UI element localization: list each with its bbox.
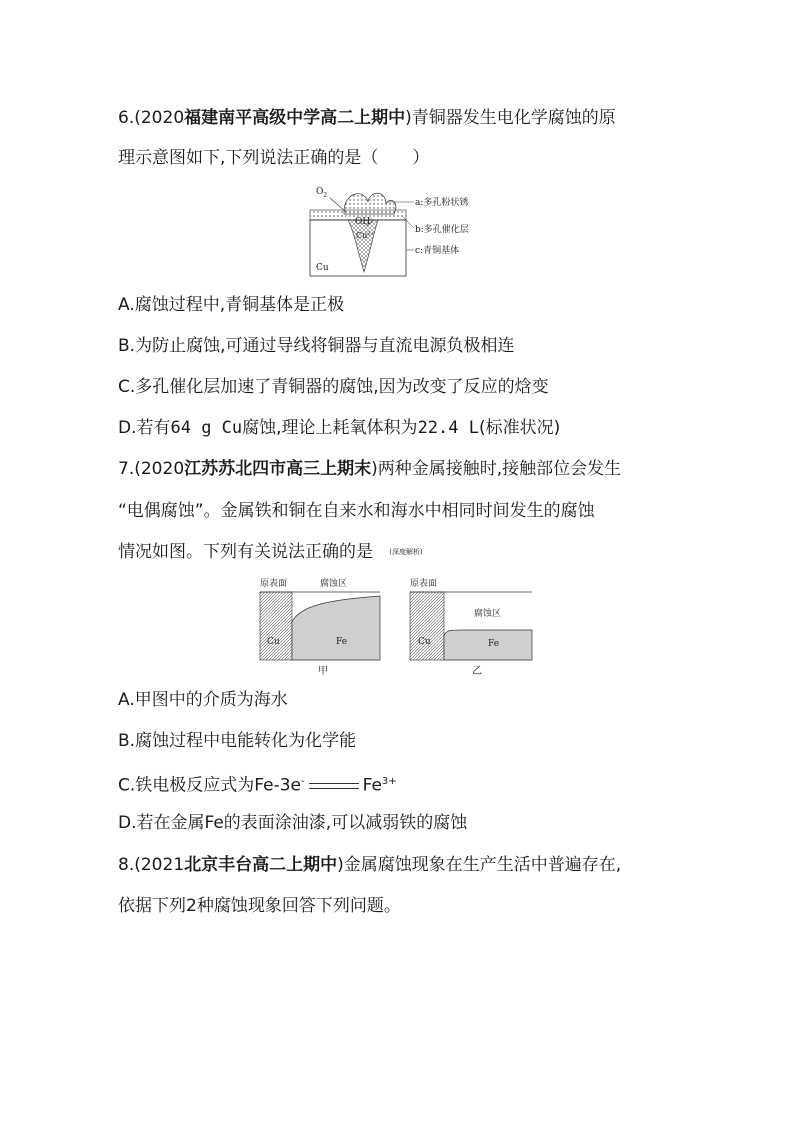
oh-label: OH- [355,215,373,227]
q6-stem-text1: 青铜器发生电化学腐蚀的原 [411,108,616,128]
q6-option-b: B.为防止腐蚀,可通过导线将铜器与直流电源负极相连 [118,336,515,356]
q6-source-close: ) [405,108,412,128]
q6-option-c: C.多孔催化层加速了青铜器的腐蚀,因为改变了反应的焓变 [118,377,549,397]
label-b: b:多孔催化层 [415,225,469,235]
label-a: a:多孔粉状锈 [415,198,469,208]
q7-figure-right [406,574,536,678]
q6-stem-line1 [118,106,616,130]
svg-text:Cu: Cu [418,637,431,647]
q7-option-c: C.铁电极反应式为Fe-3e- $Fe^{3+}$ [118,775,397,796]
cu-label: Cu [316,263,329,273]
q7-option-a: A.甲图中的介质为海水 [118,690,288,710]
q6-number: 6. [118,108,135,128]
svg-text:Fe: Fe [488,639,500,649]
q7-stem-line3: 情况如图。下列有关说法正确的是 (深度解析) [118,542,423,562]
equals-sign [309,783,359,789]
cu-ion-label: $Cu^{2+}$ [356,231,375,240]
label-c: c:青铜基体 [415,246,460,256]
cu-block-right [410,592,444,660]
q8-stem-line1: 8.(2021北京丰台高二上期中)金属腐蚀现象在生产生活中普遍存在, [118,855,622,875]
q8-stem-line2: 依据下列2种腐蚀现象回答下列问题。 [118,896,401,916]
fe-region-left [292,596,380,660]
svg-text:腐蚀区: 腐蚀区 [474,609,502,619]
o2-label: $O_2$ [316,187,328,199]
svg-text:腐蚀区: 腐蚀区 [320,579,348,589]
svg-text:原表面: 原表面 [260,579,288,589]
q6-source: 福建南平高级中学高二上期中 [184,108,406,128]
q6-figure [308,182,508,278]
caption-jia: 甲 [318,666,328,677]
svg-text:原表面: 原表面 [410,579,438,589]
caption-yi: 乙 [472,666,482,677]
q7-stem-line2: “电偶腐蚀”。金属铁和铜在自来水和海水中相同时间发生的腐蚀 [118,501,595,521]
q6-option-a: A.腐蚀过程中,青铜基体是正极 [118,295,345,315]
q6-option-d: D.若有64 g Cu腐蚀,理论上耗氧体积为22.4 L(标准状况) [118,418,561,438]
q8-number: 8. [118,855,135,875]
q6-stem-line2: 理示意图如下,下列说法正确的是（ ） [118,148,430,168]
q7-stem-line1: 7.(2020江苏苏北四市高三上期末)两种金属接触时,接触部位会发生 [118,459,622,479]
svg-text:Cu: Cu [267,637,280,647]
q7-source: 江苏苏北四市高三上期末 [184,459,372,479]
q7-option-b: B.腐蚀过程中电能转化为化学能 [118,731,357,751]
q7-figure-left [256,574,384,678]
rust-mound [344,193,396,214]
q7-option-d: D.若在金属Fe的表面涂油漆,可以减弱铁的腐蚀 [118,813,468,833]
cu-block-left [260,592,292,660]
q7-tag: (深度解析) [389,548,423,556]
q8-source: 北京丰台高二上期中 [184,855,338,875]
q7-number: 7. [118,459,135,479]
q6-source-open: (2020 [134,108,185,128]
svg-text:Fe: Fe [336,637,348,647]
